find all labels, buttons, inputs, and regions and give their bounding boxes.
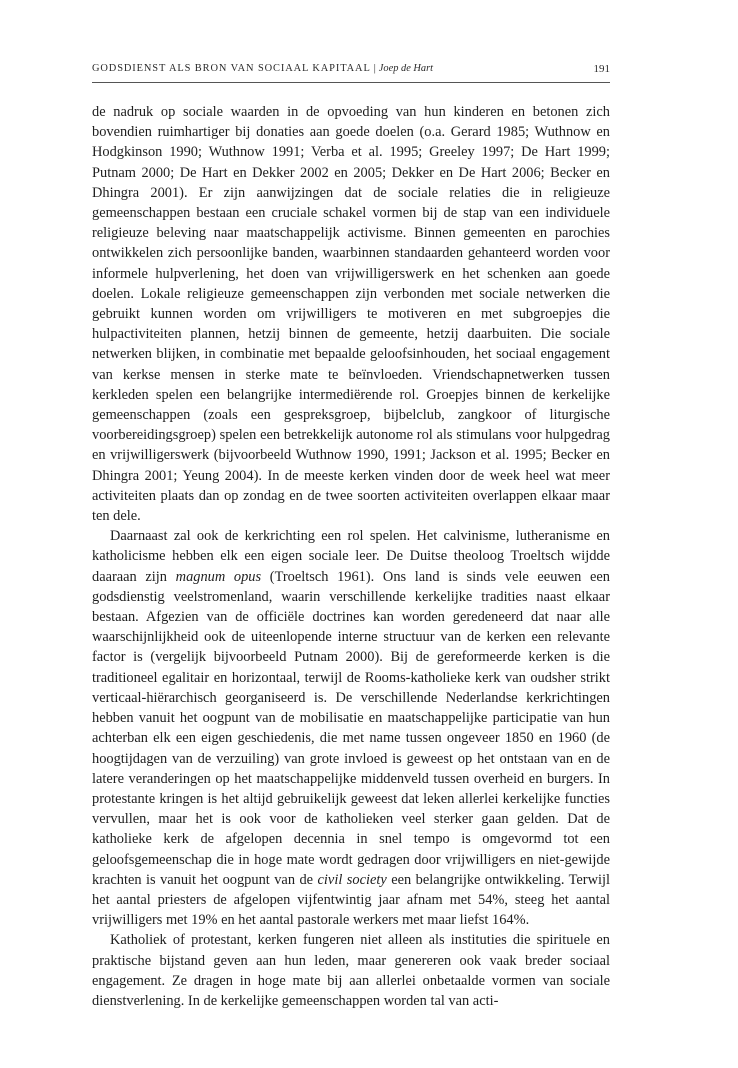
text-run: (Troeltsch 1961). Ons land is sinds vele eeuwen een godsdienstig veelstromenland, waarin verschillende kerkelijke tradities naast elkaar bestaan. Afgezien van de officiële doctrines kan worden geredeneerd dat naar alle waarschijnlijkheid ook de uiteenlopende interne structuur van de kerken een relevante factor is (vergelijk bijvoorbeeld Putnam 2000). Bij de gereformeerde kerken is die traditioneel egalitair en horizontaal, terwijl de Rooms-katholieke kerk van oudsher strikt verticaal-hiërarchisch georganiseerd is. De verschillende Nederlandse kerkrichtingen hebben vanuit het oogpunt van de mobilisatie en maatschappelijke participatie van hun achterban elk een eigen geschiedenis, die met name tussen ongeveer 1850 en 1960 (de hoogtijdagen van de verzuiling) van grote invloed is geweest op het ontstaan van en de latere veranderingen op het maatschappelijke middenveld tussen overheid en burgers. In protestante kringen is het altijd gebruikelijk geweest dat leken allerlei kerkelijke functies vervullen, maar het is ook voor de katholieken veel sterker gaan gelden. Dat de katholieke kerk de afgelopen decennia in snel tempo is omgevormd tot een geloofsgemeenschap die in hoge mate wordt gedragen door vrijwilligers en niet-gewijde krachten is vanuit het oogpunt van de xyxy=(92,568,611,888)
emphasis-civil-society: civil society xyxy=(317,871,387,888)
emphasis-magnum-opus: magnum opus xyxy=(175,568,262,585)
body-text xyxy=(92,102,610,1011)
paragraph xyxy=(92,526,610,930)
paragraph xyxy=(92,930,610,1011)
header-line xyxy=(92,63,433,74)
text-run: Katholiek of protestant, kerken fungeren niet alleen als instituties die spirituele en praktische bijstand geven aan hun leden, maar genereren ook vaak breder sociaal engagement. Ze dragen in hoge mate bij aan allerlei onbetaalde vormen van sociale dienstverlening. In de kerkelijke gemeenschappen worden tal van acti- xyxy=(92,932,610,1009)
running-title: GODSDIENST ALS BRON VAN SOCIAAL KAPITAAL xyxy=(92,63,371,74)
text-run: de nadruk op sociale waarden in de opvoeding van hun kinderen en betonen zich bovendien ruimhartiger bij donaties aan goede doelen (o.a. Gerard 1985; Wuthnow en Hodgkinson 1990; Wuthnow 1991; Verba et al. 1995; Greeley 1997; De Hart 1999; Putnam 2000; De Hart en Dekker 2002 en 2005; Dekker en De Hart 2006; Becker en Dhingra 2001). Er zijn aanwijzingen dat de sociale relaties die in religieuze gemeenschappen bestaan een cruciale schakel vormen bij de stap van een individuele religieuze beleving naar maatschappelijk activisme. Binnen gemeenten en parochies ontwikkelen zich persoonlijke banden, waarbinnen standaarden gehanteerd worden voor informele hulpverlening, het doen van vrijwilligerswerk en het schenken aan goede doelen. Lokale religieuze gemeenschappen zijn verbonden met sociale netwerken die gebruikt kunnen worden om vrijwilligers te motiveren en met subgroepjes die hulpactiviteiten plannen, hetzij binnen de gemeente, hetzij daarbuiten. Die sociale netwerken blijken, in combinatie met bepaalde geloofsinhouden, het sociaal engagement van kerkse mensen in sterke mate te beïnvloeden. Vriendschapnetwerken tussen kerkleden spelen een belangrijke intermediërende rol. Groepjes binnen de kerkelijke gemeenschappen (zoals een gespreksgroep, bijbelclub, zangkoor of liturgische voorbereidingsgroep) spelen een betrekkelijk autonome rol als stimulans voor hulpgedrag en vrijwilligerswerk (bijvoorbeeld Wuthnow 1990, 1991; Jackson et al. 1995; Becker en Dhingra 2001; Yeung 2004). In de meeste kerken vinden door de week heel wat meer activiteiten plaats dan op zondag en de twee soorten activiteiten overlappen elkaar maar ten dele. xyxy=(92,104,610,525)
running-author: Joep de Hart xyxy=(378,63,434,74)
page-number: 191 xyxy=(593,63,610,75)
text-run: Daarnaast zal ook de kerkrichting een rol spelen. Het calvinisme, lutheranisme en katholicisme hebben elk een eigen sociale leer. De Duitse theoloog Troeltsch wijdde daaraan zijn xyxy=(92,528,610,585)
paragraph xyxy=(92,102,610,526)
header-separator: | xyxy=(373,63,376,74)
running-header xyxy=(92,63,610,79)
header-rule xyxy=(92,82,610,83)
text-run: een belangrijke ontwikkeling. Terwijl het aantal priesters de afgelopen vijfentwintig jaar afnam met 54%, steeg het aantal vrijwilligers met 19% en het aantal pastorale werkers met maar liefst 164%. xyxy=(92,871,610,929)
